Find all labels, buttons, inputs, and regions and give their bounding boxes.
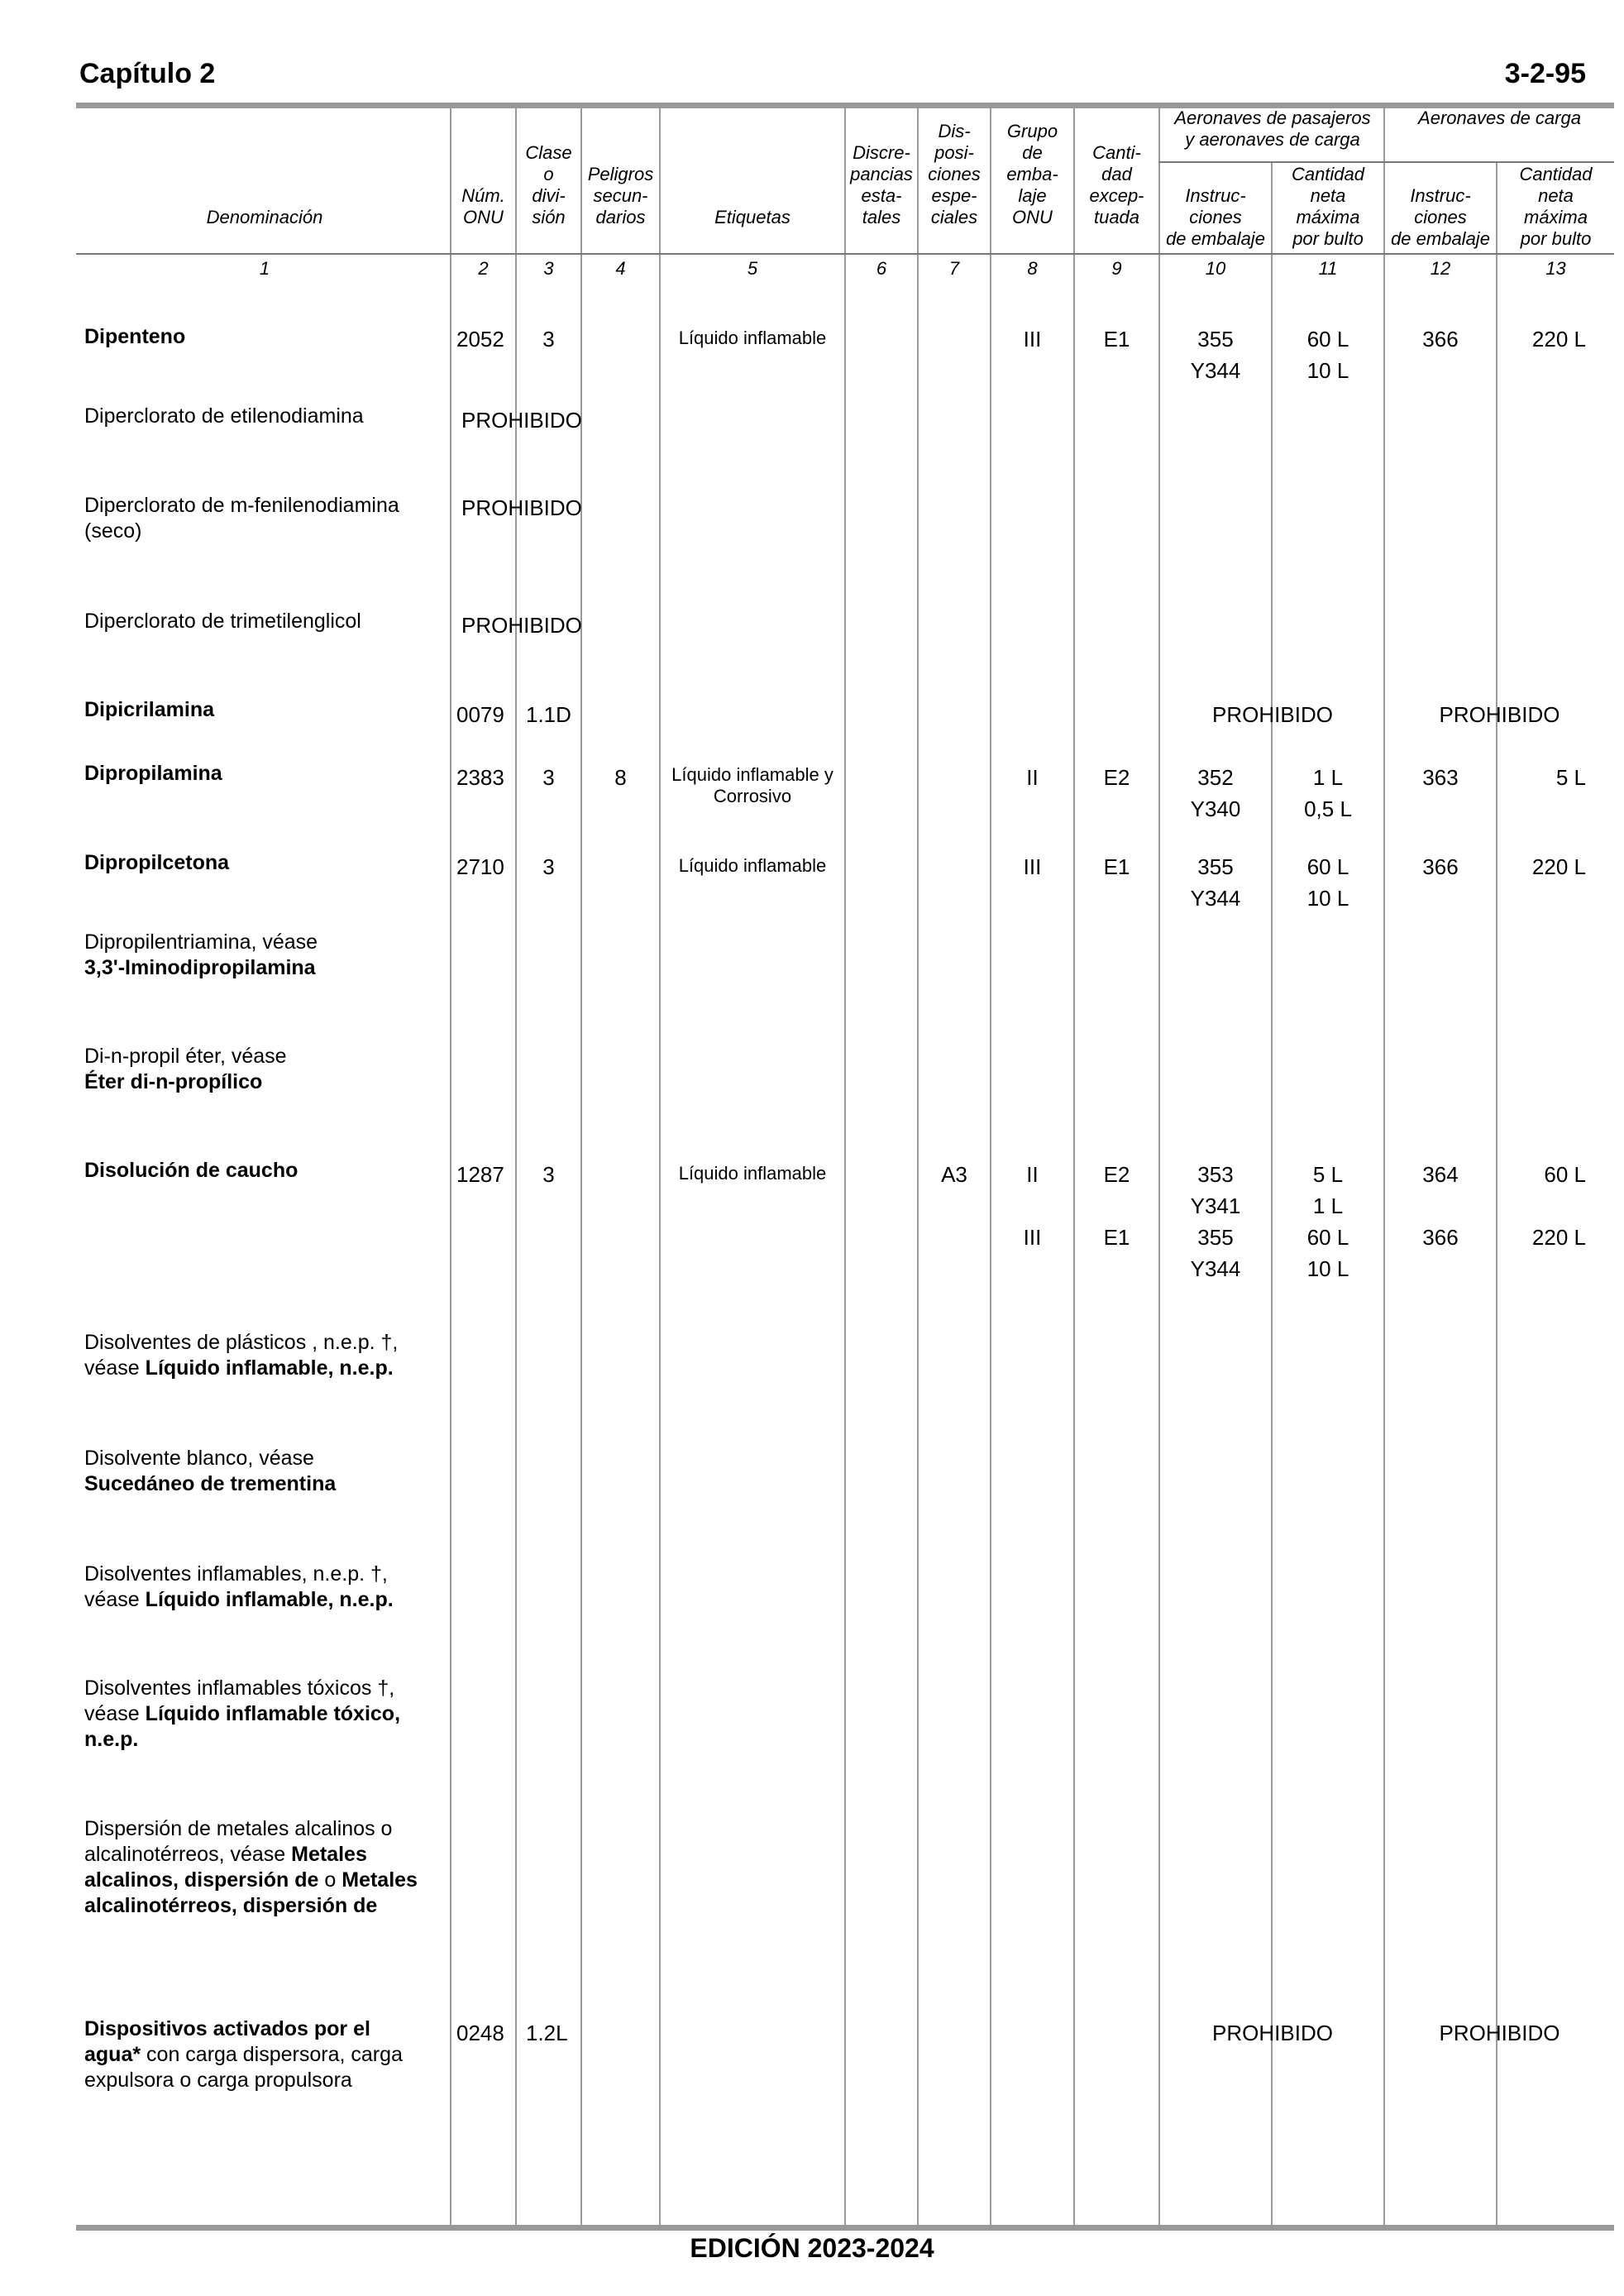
pax-prohibited: PROHIBIDO xyxy=(1212,702,1333,727)
bottom-rule xyxy=(76,2225,1614,2231)
col-number: 4 xyxy=(615,258,626,279)
packing-group: III xyxy=(1023,854,1042,879)
pax-max-quantity: 60 L 10 L xyxy=(1306,854,1349,911)
cargo-packing-instruction: 366 xyxy=(1422,327,1459,352)
header-cargo-aircraft: Aeronaves de carga xyxy=(1418,108,1581,128)
col-number: 6 xyxy=(876,258,887,279)
substance-name: Disolvente blanco, véase Sucedáneo de trementina xyxy=(84,1447,337,1495)
un-number: 1287 xyxy=(456,1162,504,1187)
col-number: 11 xyxy=(1318,258,1338,279)
cargo-packing-instruction: 363 xyxy=(1422,765,1459,790)
col-divider xyxy=(450,106,451,2225)
cargo-max-quantity: 220 L xyxy=(1531,854,1586,879)
header-packing-group: Grupo de emba- laje ONU xyxy=(1006,121,1058,227)
cargo-packing-instruction: 366 xyxy=(1422,1225,1459,1250)
class-division: 1.2L xyxy=(526,2021,568,2045)
prohibited-status: PROHIBIDO xyxy=(461,408,582,433)
packing-group: II xyxy=(1026,1162,1039,1187)
class-division: 3 xyxy=(542,765,555,790)
excepted-quantity: E1 xyxy=(1103,327,1130,352)
col-number: 1 xyxy=(259,258,270,279)
excepted-quantity: E2 xyxy=(1103,1162,1130,1187)
cargo-max-quantity: 5 L xyxy=(1555,765,1586,790)
col-number: 10 xyxy=(1205,258,1226,279)
pax-max-quantity: 5 L 1 L xyxy=(1312,1162,1344,1218)
excepted-quantity: E1 xyxy=(1103,854,1130,879)
header-cargo-packing-instructions: Instruc- ciones de embalaje xyxy=(1391,185,1490,249)
hazard-label: Líquido inflamable xyxy=(678,855,827,876)
substance-name: Diperclorato de trimetilenglicol xyxy=(84,610,361,633)
excepted-quantity: E2 xyxy=(1103,765,1130,790)
header-denominacion: Denominación xyxy=(206,207,323,227)
packing-group: II xyxy=(1026,765,1039,790)
un-number: 2710 xyxy=(456,854,504,879)
cargo-packing-instruction: 364 xyxy=(1422,1162,1459,1187)
header-class: Clase o divi- sión xyxy=(525,142,572,227)
prohibited-status: PROHIBIDO xyxy=(461,613,582,638)
hazard-label: Líquido inflamable y Corrosivo xyxy=(671,764,833,806)
header-secondary-hazards: Peligros secun- darios xyxy=(587,164,654,227)
un-number: 0248 xyxy=(456,2021,504,2045)
pax-packing-instruction: 353 Y341 xyxy=(1190,1162,1241,1218)
cargo-packing-instruction: 366 xyxy=(1422,854,1459,879)
pax-packing-instruction: 352 Y340 xyxy=(1190,765,1241,821)
secondary-hazard: 8 xyxy=(614,765,627,790)
packing-group: III xyxy=(1023,327,1042,352)
col-divider xyxy=(1496,162,1497,2225)
pax-packing-instruction: 355 Y344 xyxy=(1190,327,1241,383)
header-bottom-rule xyxy=(76,253,1614,255)
hazard-label: Líquido inflamable xyxy=(678,1163,827,1184)
cargo-max-quantity: 220 L xyxy=(1531,327,1586,352)
un-number: 2383 xyxy=(456,765,504,790)
hazard-label: Líquido inflamable xyxy=(678,328,827,348)
class-division: 1.1D xyxy=(526,702,571,727)
prohibited-status: PROHIBIDO xyxy=(461,495,582,520)
class-division: 3 xyxy=(542,854,555,879)
un-number: 2052 xyxy=(456,327,504,352)
pax-max-quantity: 60 L 10 L xyxy=(1306,1225,1349,1281)
col-number: 3 xyxy=(543,258,554,279)
col-number: 13 xyxy=(1545,258,1566,279)
substance-name: Di-n-propil éter, véase Éter di-n-propílico xyxy=(84,1045,287,1093)
pax-packing-instruction: 355 Y344 xyxy=(1190,1225,1241,1281)
substance-name: Dispersión de metales alcalinos o alcalinotérreos, véase Metales alcalinos, dispersión de o Metales alcalinotérreos, dispersión de xyxy=(84,1817,418,1917)
substance-name: Diperclorato de m-fenilenodiamina (seco) xyxy=(84,494,399,543)
class-division: 3 xyxy=(542,327,555,352)
substance-name: Disolución de caucho xyxy=(84,1159,299,1182)
pax-max-quantity: 1 L 0,5 L xyxy=(1304,765,1352,821)
pax-prohibited: PROHIBIDO xyxy=(1212,2021,1333,2045)
pax-packing-instruction: 355 Y344 xyxy=(1190,854,1241,911)
substance-name: Dipropilcetona xyxy=(84,851,230,874)
col-number: 7 xyxy=(948,258,960,279)
cargo-max-quantity: 220 L xyxy=(1531,1225,1586,1250)
chapter-title: Capítulo 2 xyxy=(79,58,216,89)
header-special-provisions: Dis- posi- ciones espe- ciales xyxy=(928,121,981,227)
substance-name: Dipropilamina xyxy=(84,762,222,785)
header-cargo-max-quantity: Cantidad neta máxima por bulto xyxy=(1519,164,1593,249)
col-divider xyxy=(844,106,846,2225)
substance-name: Disolventes inflamables, n.e.p. †, véase Líquido inflamable, n.e.p. xyxy=(84,1562,394,1611)
cargo-prohibited: PROHIBIDO xyxy=(1439,2021,1560,2045)
col-number: 12 xyxy=(1430,258,1451,279)
header-state-variations: Discre- pancias esta- tales xyxy=(850,142,913,227)
header-passenger-aircraft: Aeronaves de pasajeros y aeronaves de carga xyxy=(1174,108,1371,150)
edition-footer: EDICIÓN 2023-2024 xyxy=(690,2233,934,2263)
col-number: 9 xyxy=(1111,258,1122,279)
substance-name: Disolventes de plásticos , n.e.p. †, véase Líquido inflamable, n.e.p. xyxy=(84,1331,399,1380)
packing-group: III xyxy=(1023,1225,1042,1250)
header-labels: Etiquetas xyxy=(714,207,791,227)
special-provision: A3 xyxy=(941,1162,967,1187)
substance-name: Diperclorato de etilenodiamina xyxy=(84,404,364,428)
substance-name: Dispositivos activados por el agua* con carga dispersora, carga expulsora o carga propulsora xyxy=(84,2017,403,2092)
header-pax-max-quantity: Cantidad neta máxima por bulto xyxy=(1291,164,1365,249)
page-number: 3-2-95 xyxy=(1504,58,1586,89)
substance-name: Dipenteno xyxy=(84,325,186,348)
pax-max-quantity: 60 L 10 L xyxy=(1306,327,1349,383)
cargo-prohibited: PROHIBIDO xyxy=(1439,702,1560,727)
header-excepted-quantity: Canti- dad excep- tuada xyxy=(1089,142,1144,227)
substance-name: Dipicrilamina xyxy=(84,698,214,721)
col-number: 2 xyxy=(478,258,489,279)
header-un-number: Núm. ONU xyxy=(461,185,505,227)
cargo-max-quantity: 60 L xyxy=(1544,1162,1586,1187)
un-number: 0079 xyxy=(456,702,504,727)
group-rule xyxy=(1158,161,1614,163)
header-pax-packing-instructions: Instruc- ciones de embalaje xyxy=(1166,185,1265,249)
substance-name: Dipropilentriamina, véase 3,3'-Iminodipropilamina xyxy=(84,930,318,979)
col-number: 5 xyxy=(747,258,758,279)
substance-name: Disolventes inflamables tóxicos †, véase Líquido inflamable tóxico, n.e.p. xyxy=(84,1677,401,1751)
excepted-quantity: E1 xyxy=(1103,1225,1130,1250)
class-division: 3 xyxy=(542,1162,555,1187)
col-number: 8 xyxy=(1027,258,1038,279)
